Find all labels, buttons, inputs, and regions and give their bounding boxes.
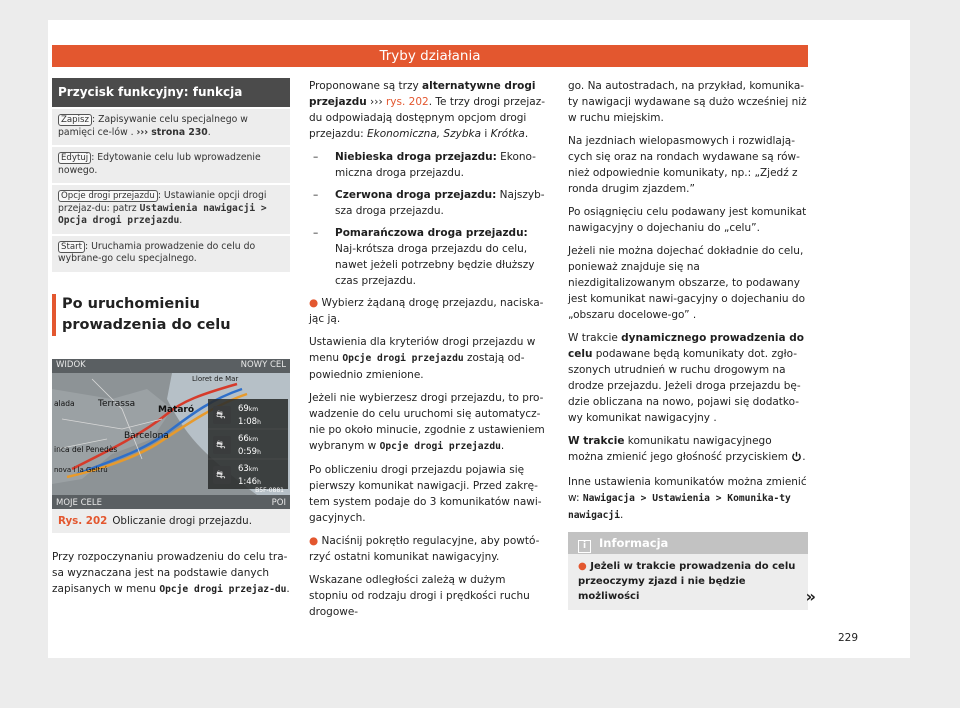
power-volume-icon xyxy=(791,451,802,467)
list-item xyxy=(309,225,547,289)
map-place: inca del Penedès xyxy=(54,444,118,454)
text: i xyxy=(481,128,491,140)
dash-marker: – xyxy=(313,151,319,163)
map-place: nova i la Geltrú xyxy=(54,465,108,474)
text-bold: Niebieska droga przejazdu: xyxy=(335,151,497,163)
text-bold: Czerwona droga przejazdu: xyxy=(335,189,497,201)
map-label-view: WIDOK xyxy=(56,359,86,370)
function-key-save: Zapisz xyxy=(58,114,92,126)
paragraph xyxy=(309,390,547,455)
text: Proponowane są trzy xyxy=(309,80,423,92)
info-box-header xyxy=(568,532,808,554)
text: . xyxy=(286,582,290,595)
text: . xyxy=(802,451,806,463)
function-table-heading: Przycisk funkcyjny: funkcja xyxy=(52,78,290,107)
paragraph xyxy=(309,334,547,383)
caption-text: Obliczanie drogi przejazdu. xyxy=(112,514,252,527)
info-icon: i xyxy=(578,540,591,553)
function-key-start: Start xyxy=(58,241,85,253)
map-place: Barcelona xyxy=(124,430,169,441)
map-place: Mataró xyxy=(158,404,195,415)
text: Przy rozpoczynaniu prowadzeniu do celu tra-sa wyznaczana jest na podstawie danych zapisanych w menu xyxy=(52,550,288,595)
route-unit: h xyxy=(257,448,261,456)
text-bold: alternatywne drogi przejazdu xyxy=(309,80,536,108)
row-text: : Zapisywanie celu specjalnego w pamięci ce-lów . xyxy=(58,114,248,138)
row-tail: . xyxy=(179,215,183,226)
route-unit: km xyxy=(248,405,259,413)
text: komunikatu nawigacyjnego można zmienić jego głośność przyciskiem xyxy=(568,435,788,463)
paragraph xyxy=(309,295,547,327)
figure-code: B5F-0881 xyxy=(255,486,284,494)
table-row xyxy=(52,183,290,234)
route-icon: ⛐ xyxy=(216,407,226,421)
text: Wybierz żądaną drogę przejazdu, naciska-jąc ją. xyxy=(309,297,544,325)
text: . xyxy=(500,440,505,452)
column-middle xyxy=(309,78,547,627)
route-unit: km xyxy=(248,465,259,473)
row-tail: . xyxy=(207,126,211,138)
text-italic: Ekonomiczna, Szybka xyxy=(367,128,481,140)
column-right xyxy=(568,78,816,610)
paragraph xyxy=(568,433,808,467)
dash-marker: – xyxy=(313,189,319,201)
map-place: Lloret de Mar xyxy=(192,374,239,383)
chapter-header: Tryby działania xyxy=(52,45,808,67)
table-row xyxy=(52,145,290,183)
text: Inne ustawienia komunikatów można zmienić w: xyxy=(568,476,807,504)
dash-marker: – xyxy=(313,227,319,239)
function-key-route-options: Opcje drogi przejazdu xyxy=(58,190,158,202)
paragraph: Po osiągnięciu celu podawany jest komunikat nawigacyjny o dojechaniu do „celu”. xyxy=(568,206,807,234)
section-title: Po uruchomieniu prowadzenia do celu xyxy=(52,294,290,336)
paragraph xyxy=(568,330,808,426)
row-text: : Ustawianie opcji drogi przejaz-du: patrz xyxy=(58,190,267,214)
menu-path: Ustawienia nawigacji > Opcja drogi przejazdu xyxy=(58,202,267,226)
text: podawane będą komunikaty dot. zgło-szonych utrudnień w ruchu drogowym na drodze przejazdu. Jeżeli droga przejazdu bę-dzie obliczana na nowo, pojawi się dodatko-wy komunikat nawigacyjny . xyxy=(568,348,801,424)
info-box xyxy=(568,532,816,610)
route-distance: 69 xyxy=(238,403,249,414)
function-key-edit: Edytuj xyxy=(58,152,91,164)
text: W trakcie xyxy=(568,332,622,344)
text: Naciśnij pokrętło regulacyjne, aby powtó-rzyć ostatni komunikat nawigacyjny. xyxy=(309,535,540,563)
info-box-title: Informacja xyxy=(599,536,669,550)
text: . xyxy=(524,128,529,140)
bullet-icon: ● xyxy=(309,297,319,309)
text: . xyxy=(619,509,624,521)
map-place: Terrassa xyxy=(98,398,136,409)
menu-path: Opcje drogi przejazdu xyxy=(342,353,464,364)
paragraph: go. Na autostradach, na przykład, komunika-ty nawigacji wydawane są dużo wcześniej niż w ruchu miejskim. xyxy=(568,80,807,124)
text: Jeżeli nie wybierzesz drogi przejazdu, to pro-wadzenie do celu uruchomi się automatycz-nie po około minucie, zgodnie z ustawieniem wybranym w xyxy=(309,392,545,452)
figure-caption xyxy=(52,509,290,533)
page-number: 229 xyxy=(838,632,859,644)
text: . Te trzy drogi przejaz-du odpowiadają dostępnym opcjom drogi przejazdu: xyxy=(309,96,546,140)
column-left xyxy=(52,78,290,605)
paragraph xyxy=(568,474,808,524)
text-bold: dynamicznego prowadzenia do celu xyxy=(568,332,804,360)
text-italic: Krótka xyxy=(490,128,525,140)
continue-arrow-icon: » xyxy=(805,587,816,606)
text-bold: W trakcie xyxy=(568,435,625,447)
paragraph: Wskazane odległości zależą w dużym stopniu od rodzaju drogi i prędkości ruchu drogowe- xyxy=(309,574,530,618)
text: Ekono-miczna droga przejazdu. xyxy=(335,151,536,179)
paragraph: Na jezdniach wielopasmowych i rozwidlają-cych się oraz na rondach wydawane są rów-nież odpowiednie komunikaty, np.: „Zjedź z ronda drugim zjazdem.” xyxy=(568,135,800,195)
route-icon: ⛐ xyxy=(216,467,226,481)
route-time: 0:59 xyxy=(238,446,258,457)
route-option-3 xyxy=(238,463,261,489)
text: Jeżeli w trakcie prowadzenia do celu przeoczymy zjazd i nie będzie możliwości xyxy=(578,561,796,602)
route-unit: h xyxy=(257,478,261,486)
reference-arrow: ››› xyxy=(366,96,383,108)
map-label-my-destinations: MOJE CELE xyxy=(56,497,103,508)
navigation-map-figure xyxy=(52,359,290,509)
page-reference: ››› strona 230 xyxy=(136,126,208,138)
paragraph xyxy=(309,78,547,142)
table-row xyxy=(52,234,290,272)
route-unit: km xyxy=(248,435,259,443)
row-text: : Uruchamia prowadzenie do celu do wybrane-go celu specjalnego. xyxy=(58,240,256,264)
table-row xyxy=(52,107,290,145)
figure-number: Rys. 202 xyxy=(58,514,108,527)
text: zostają od-powiednio zmienione. xyxy=(309,352,525,381)
route-option-1 xyxy=(238,403,261,429)
route-distance: 63 xyxy=(238,463,249,474)
map-label-poi: POI xyxy=(271,497,286,508)
figure-reference-link[interactable]: rys. 202 xyxy=(382,96,429,108)
text: Najszyb-sza droga przejazdu. xyxy=(335,189,545,217)
paragraph: Po obliczeniu drogi przejazdu pojawia się pierwszy komunikat nawigacji. Przed zakrę-tem system podaje do 3 komunikatów nawi-gacyjnych. xyxy=(309,464,542,524)
map-place: alada xyxy=(54,398,75,408)
paragraph xyxy=(309,533,547,565)
route-option-2 xyxy=(238,433,261,459)
text-bold: Pomarańczowa droga przejazdu: xyxy=(335,227,528,239)
route-icon: ⛐ xyxy=(216,437,226,451)
info-box-body xyxy=(568,554,816,610)
menu-path: Opcje drogi przejaz-du xyxy=(159,583,287,595)
menu-path: Nawigacja > Ustawienia > Komunika-ty nawigacji xyxy=(568,493,791,521)
bullet-icon: ● xyxy=(309,535,319,547)
route-distance: 66 xyxy=(238,433,249,444)
list-item xyxy=(309,187,547,219)
bullet-icon: ● xyxy=(578,561,587,572)
text: Ustawienia dla kryteriów drogi przejazdu w menu xyxy=(309,336,536,364)
paragraph xyxy=(52,549,290,598)
list-item xyxy=(309,149,547,181)
row-text: : Edytowanie celu lub wprowadzenie nowego. xyxy=(58,152,261,176)
menu-path: Opcje drogi przejazdu xyxy=(379,441,501,452)
paragraph: Jeżeli nie można dojechać dokładnie do celu, ponieważ znajduje się na niezdigitalizowanym obszarze, to podawany jest komunikat nawi-gacyjny o dojechaniu do „obszaru docelowe-go” . xyxy=(568,245,806,321)
text: Naj-krótsza droga przejazdu do celu, nawet jeżeli potrzebny będzie dłuższy czas przejazdu. xyxy=(335,243,535,287)
route-unit: h xyxy=(257,418,261,426)
route-time: 1:08 xyxy=(238,416,258,427)
map-label-new-destination: NOWY CEL xyxy=(240,359,286,370)
route-time: 1:46 xyxy=(238,476,258,487)
